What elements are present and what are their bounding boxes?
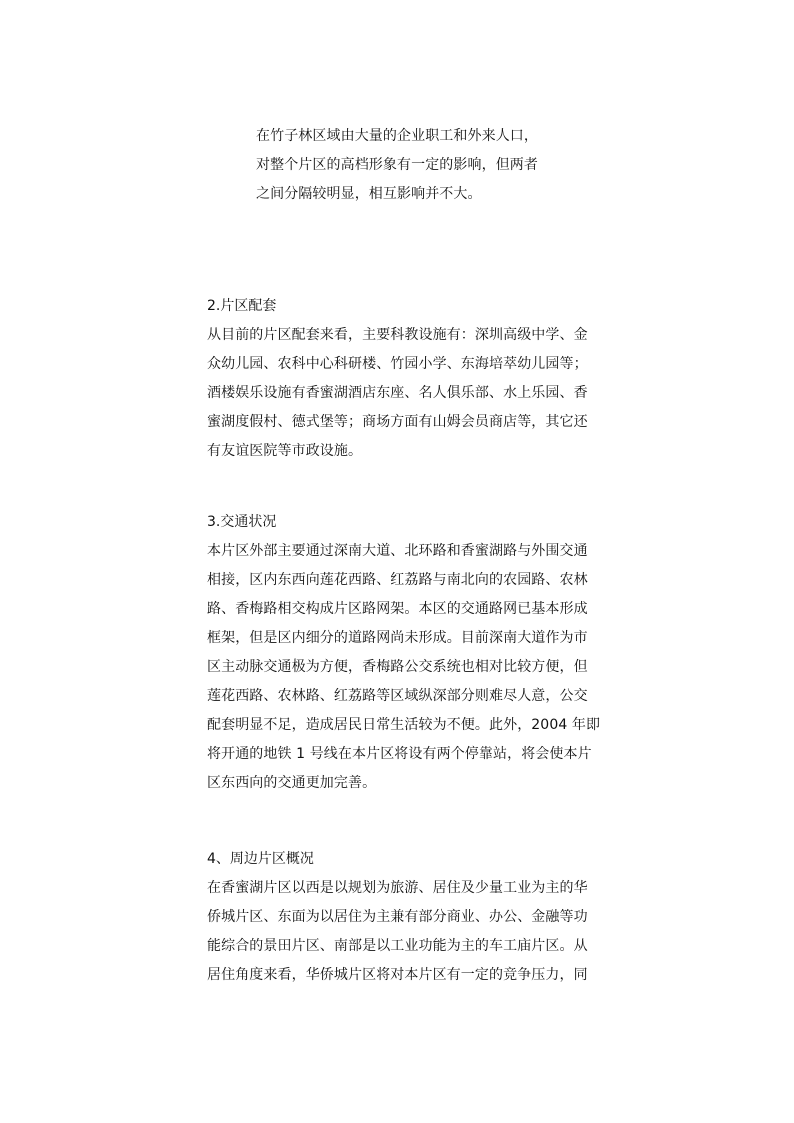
paragraph-line: 配套明显不足，造成居民日常生活较为不便。此外，2004 年即 xyxy=(207,717,601,733)
section-heading: 3.交通状况 xyxy=(207,514,277,530)
paragraph-line: 框架，但是区内细分的道路网尚未形成。目前深南大道作为市 xyxy=(207,630,588,646)
paragraph-line: 众幼儿园、农科中心科研楼、竹园小学、东海培萃幼儿园等； xyxy=(207,356,588,372)
paragraph-line: 居住角度来看，华侨城片区将对本片区有一定的竞争压力，同 xyxy=(207,967,588,983)
paragraph-line: 相接，区内东西向莲花西路、红荔路与南北向的农园路、农林 xyxy=(207,572,588,588)
intro-paragraph xyxy=(256,122,616,209)
section-heading: 2.片区配套 xyxy=(207,298,277,314)
section-surroundings xyxy=(207,845,587,990)
paragraph-line: 在香蜜湖片区以西是以规划为旅游、居住及少量工业为主的华 xyxy=(207,880,588,896)
paragraph-line: 将开通的地铁 1 号线在本片区将设有两个停靠站，将会使本片 xyxy=(207,746,592,762)
section-heading: 4、周边片区概况 xyxy=(207,851,314,867)
section-traffic xyxy=(207,508,601,798)
paragraph-line: 蜜湖度假村、德式堡等；商场方面有山姆会员商店等，其它还 xyxy=(207,414,588,430)
paragraph-line: 能综合的景田片区、南部是以工业功能为主的车工庙片区。从 xyxy=(207,938,588,954)
paragraph-line: 区主动脉交通极为方便，香梅路公交系统也相对比较方便，但 xyxy=(207,659,588,675)
paragraph-line: 区东西向的交通更加完善。 xyxy=(207,775,377,791)
paragraph-line: 路、香梅路相交构成片区路网架。本区的交通路网已基本形成 xyxy=(207,601,588,617)
paragraph-line: 在竹子林区域由大量的企业职工和外来人口， xyxy=(256,128,538,144)
paragraph-line: 侨城片区、东面为以居住为主兼有部分商业、办公、金融等功 xyxy=(207,909,588,925)
paragraph-line: 本片区外部主要通过深南大道、北环路和香蜜湖路与外围交通 xyxy=(207,543,588,559)
paragraph-line: 酒楼娱乐设施有香蜜湖酒店东座、名人俱乐部、水上乐园、香 xyxy=(207,385,588,401)
paragraph-line: 有友谊医院等市政设施。 xyxy=(207,443,363,459)
paragraph-line: 之间分隔较明显，相互影响并不大。 xyxy=(256,186,482,202)
paragraph-line: 对整个片区的高档形象有一定的影响，但两者 xyxy=(256,157,538,173)
section-facilities xyxy=(207,292,587,466)
paragraph-line: 从目前的片区配套来看，主要科教设施有：深圳高级中学、金 xyxy=(207,327,588,343)
paragraph-line: 莲花西路、农林路、红荔路等区域纵深部分则难尽人意，公交 xyxy=(207,688,588,704)
